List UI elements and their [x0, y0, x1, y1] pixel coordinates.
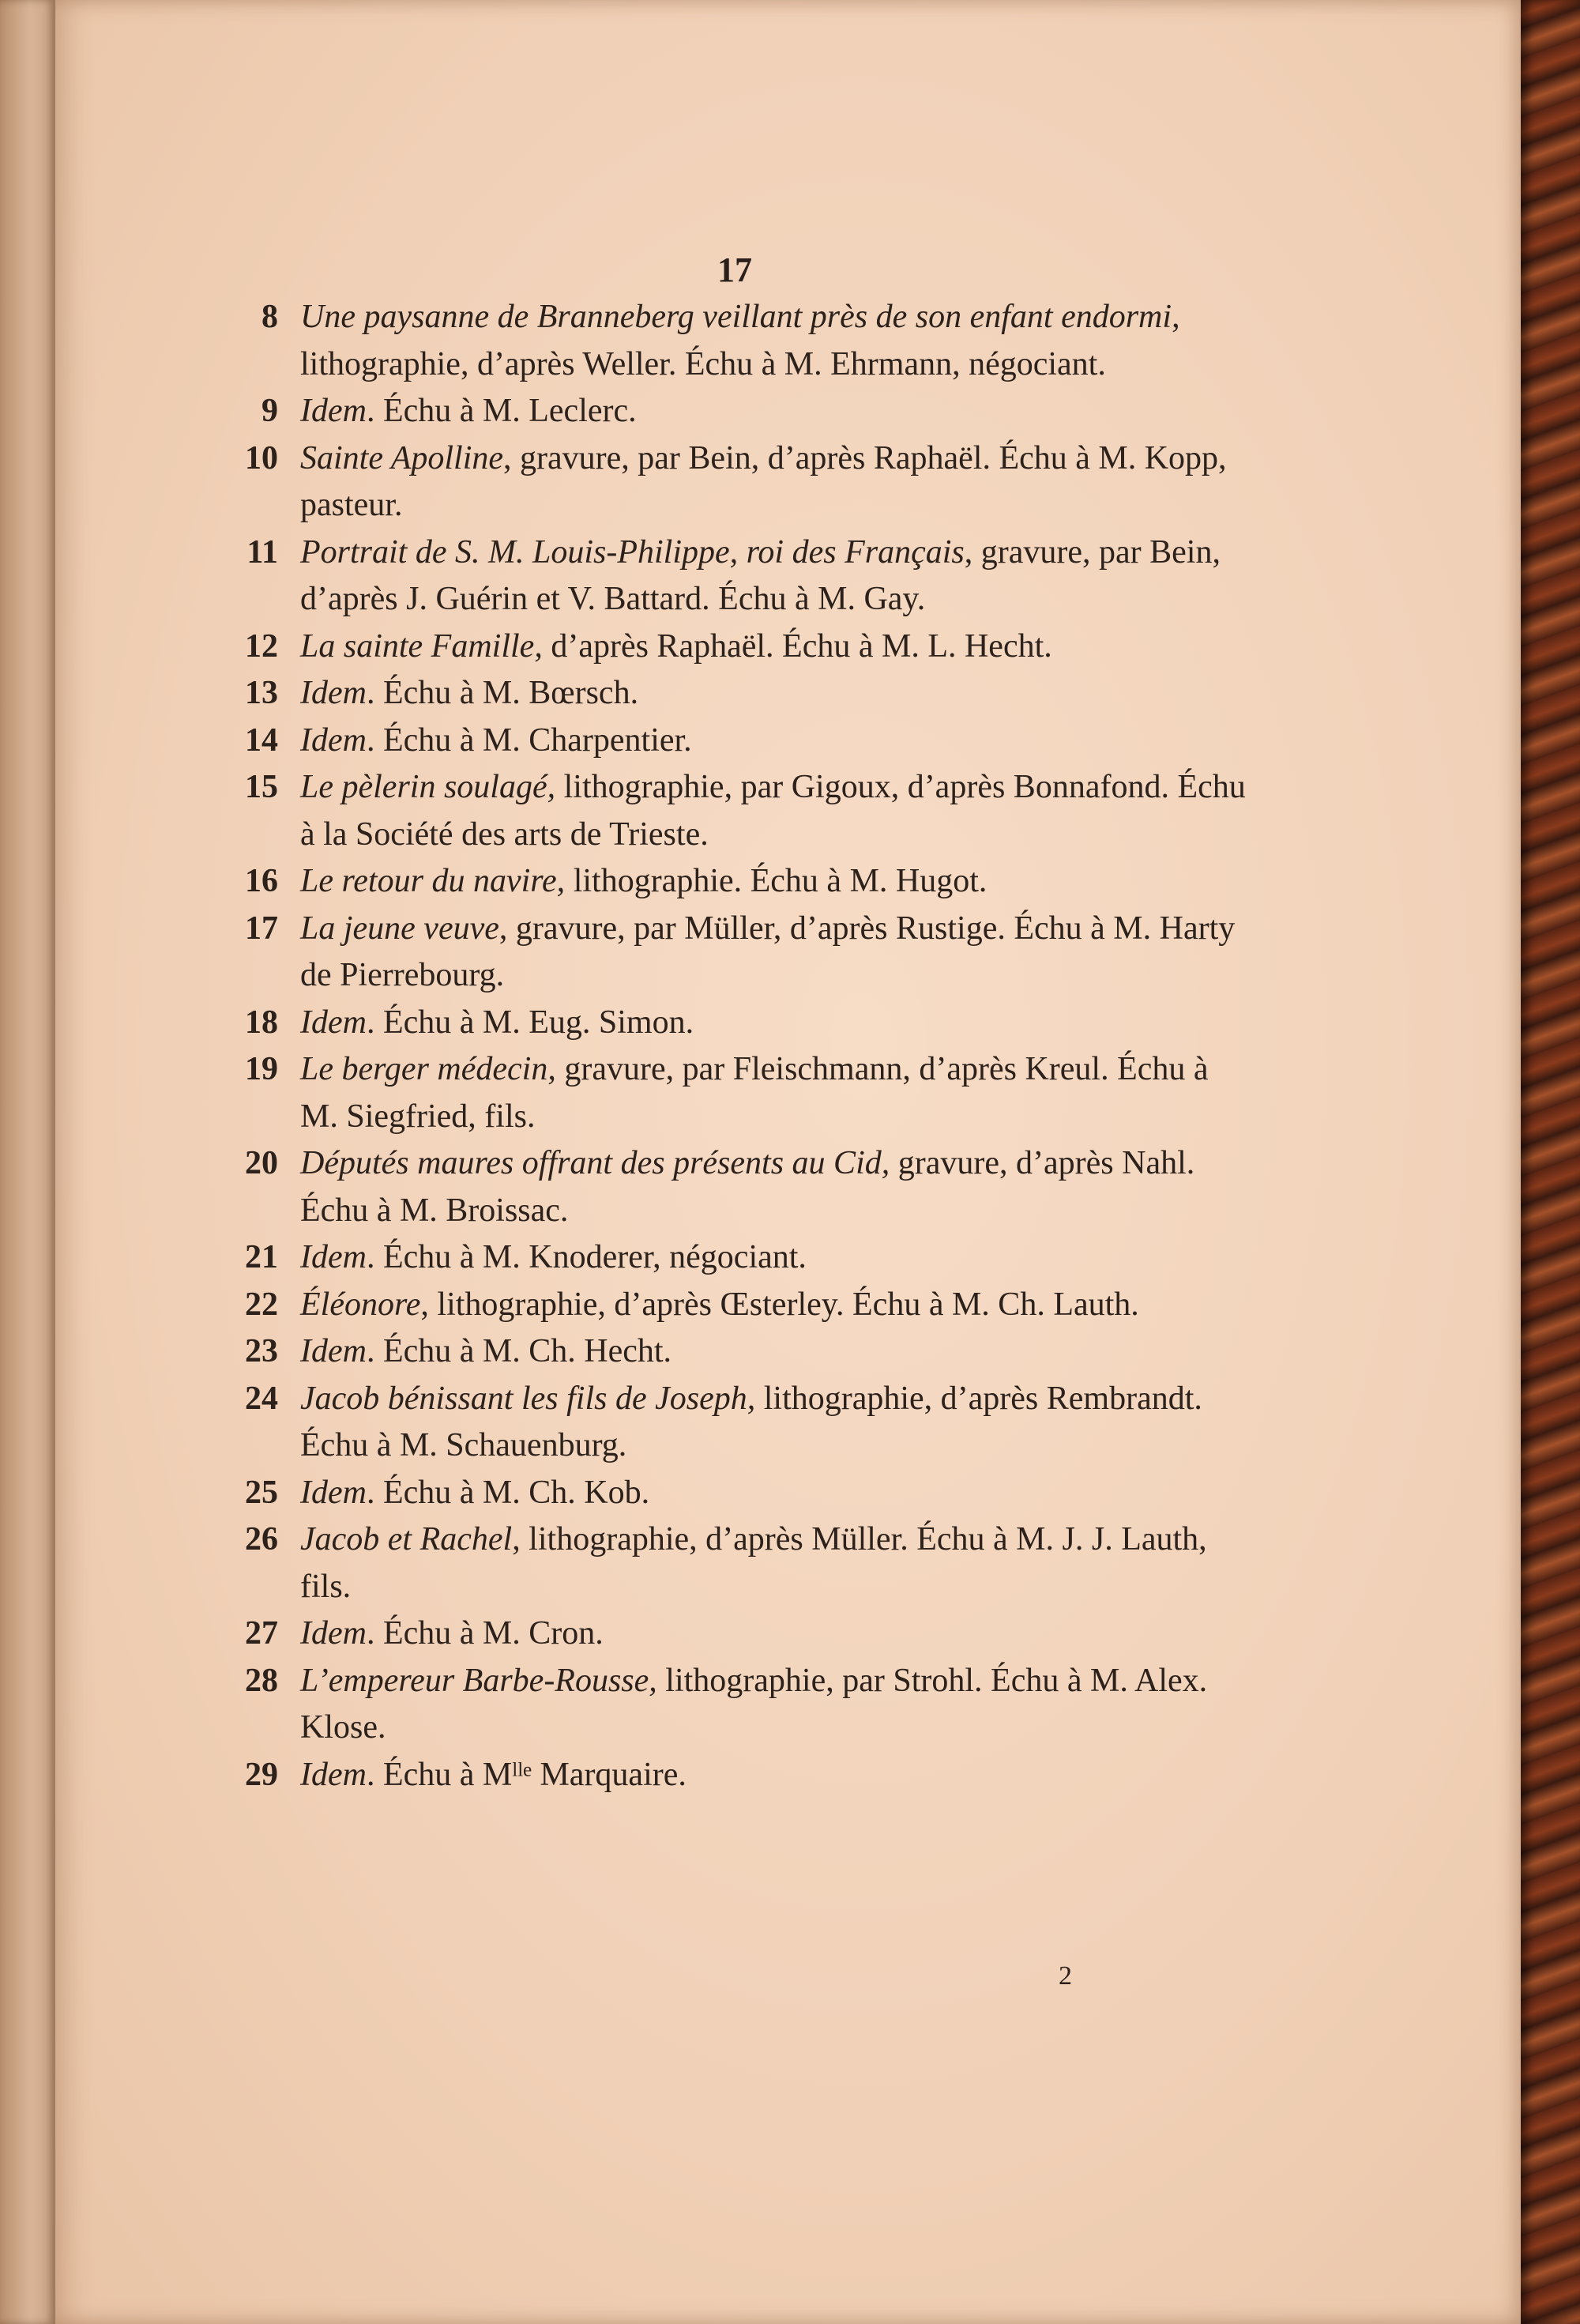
- entry-number: 14: [245, 721, 278, 759]
- entry-title: Idem: [300, 675, 367, 711]
- previous-page-edge: [0, 0, 55, 2324]
- entry-title: Idem: [300, 1756, 367, 1793]
- entry-text: . Échu à M. Knoderer, négociant.: [366, 1239, 807, 1275]
- entry-number: 21: [245, 1239, 278, 1275]
- book-binding: [1521, 0, 1580, 2324]
- entry-text: gravure, par Fleischmann, d’après Kreul. Échu à M. Siegfried, fils.: [300, 1051, 1209, 1135]
- entry-title: Le retour du navire,: [300, 863, 566, 899]
- entry-title: Le pèlerin soulagé,: [300, 769, 556, 805]
- entry-text: . Échu à M. Eug. Simon.: [366, 1004, 694, 1041]
- list-item: [229, 294, 1248, 388]
- entry-title: La sainte Famille,: [300, 627, 543, 665]
- list-item: [229, 1000, 1248, 1047]
- entry-number: 8: [261, 299, 278, 335]
- entry-number: 19: [245, 1051, 278, 1087]
- entry-text: lithographie, d’après Rembrandt. Échu à M. Schauenburg.: [300, 1380, 1202, 1463]
- entry-text: , lithographie, d’après Weller. Échu à M. Ehrmann, négociant.: [300, 299, 1180, 382]
- entry-title: Idem: [300, 393, 367, 429]
- entry-number: 12: [245, 627, 278, 665]
- entry-number: 18: [245, 1004, 278, 1041]
- list-item: [229, 529, 1248, 623]
- entry-text: lithographie. Échu à M. Hugot.: [565, 863, 988, 899]
- list-item: [229, 1234, 1248, 1282]
- entry-title: Éléonore: [300, 1286, 421, 1323]
- entry-number: 20: [245, 1145, 278, 1181]
- entry-number: 11: [246, 533, 278, 571]
- list-item: [229, 1282, 1248, 1329]
- list-item: [229, 718, 1248, 765]
- list-item: [229, 1610, 1248, 1658]
- entry-number: 24: [245, 1380, 278, 1417]
- entry-text: . Échu à M. Cron.: [366, 1615, 604, 1652]
- entry-title: Idem: [300, 721, 367, 759]
- entry-title: Sainte Apolline: [300, 439, 504, 476]
- entry-text: . Échu à M. Bœrsch.: [366, 675, 639, 711]
- entry-title: Idem: [300, 1239, 367, 1275]
- list-item: [229, 1516, 1248, 1610]
- entry-number: 9: [261, 393, 278, 429]
- list-item: [229, 1752, 1248, 1799]
- list-item: [229, 1328, 1248, 1376]
- entry-number: 13: [245, 675, 278, 711]
- entry-number: 15: [245, 769, 278, 805]
- entry-number: 16: [245, 863, 278, 899]
- entry-text: . Échu à M. Charpentier.: [366, 721, 692, 759]
- signature-mark: 2: [1059, 1961, 1072, 1991]
- entry-number: 28: [245, 1662, 278, 1699]
- entry-title: Jacob et Rachel: [300, 1521, 513, 1557]
- list-item: [229, 623, 1248, 671]
- entry-text: . Échu à Mˡˡᵉ Marquaire.: [366, 1756, 687, 1793]
- page-number: 17: [717, 250, 752, 289]
- list-item: [229, 1658, 1248, 1752]
- entry-text: , lithographie, d’après Müller. Échu à M. J. J. Lauth, fils.: [300, 1521, 1207, 1605]
- entry-number: 10: [245, 439, 278, 476]
- entry-title: Idem: [300, 1474, 367, 1511]
- entry-text: lithographie, par Strohl. Échu à M. Alex. Klose.: [300, 1662, 1208, 1746]
- entry-title: Une paysanne de Branneberg veillant près de son enfant endormi: [300, 299, 1172, 335]
- entry-text: . Échu à M. Ch. Hecht.: [366, 1333, 672, 1369]
- entry-text: . Échu à M. Leclerc.: [366, 393, 637, 429]
- entry-number: 17: [245, 910, 278, 947]
- entry-list: [229, 294, 1248, 1799]
- entry-number: 26: [245, 1521, 278, 1557]
- entry-text: d’après Raphaël. Échu à M. L. Hecht.: [542, 627, 1052, 665]
- entry-title: L’empereur Barbe-Rousse,: [300, 1662, 657, 1699]
- entry-number: 27: [245, 1615, 278, 1652]
- list-item: [229, 1470, 1248, 1517]
- list-item: [229, 764, 1248, 858]
- list-item: [229, 1046, 1248, 1140]
- list-item: [229, 435, 1248, 529]
- entry-text: , gravure, par Bein, d’après J. Guérin et V. Battard. Échu à M. Gay.: [300, 533, 1221, 617]
- entry-text: , gravure, par Müller, d’après Rustige. Échu à M. Harty de Pierrebourg.: [300, 910, 1236, 993]
- entry-number: 25: [245, 1474, 278, 1511]
- entry-title: La jeune veuve: [300, 910, 499, 947]
- list-item: [229, 858, 1248, 906]
- entry-title: Députés maures offrant des présents au Cid,: [300, 1145, 890, 1181]
- entry-number: 23: [245, 1333, 278, 1369]
- entry-title: Le berger médecin,: [300, 1051, 556, 1087]
- entry-text: , gravure, par Bein, d’après Raphaël. Échu à M. Kopp, pasteur.: [300, 439, 1227, 523]
- list-item: [229, 388, 1248, 435]
- entry-text: gravure, d’après Nahl. Échu à M. Broissac.: [300, 1145, 1195, 1229]
- entry-text: . Échu à M. Ch. Kob.: [366, 1474, 650, 1511]
- list-item: [229, 1140, 1248, 1234]
- entry-title: Portrait de S. M. Louis-Philippe, roi des Français: [300, 533, 965, 571]
- entry-title: Jacob bénissant les fils de Joseph,: [300, 1380, 756, 1417]
- entry-text: , lithographie, d’après Œsterley. Échu à M. Ch. Lauth.: [420, 1286, 1139, 1323]
- entry-text: lithographie, par Gigoux, d’après Bonnafond. Échu à la Société des arts de Trieste.: [300, 769, 1246, 853]
- list-item: [229, 670, 1248, 718]
- entry-title: Idem: [300, 1004, 367, 1041]
- entry-number: 29: [245, 1756, 278, 1793]
- list-item: [229, 1376, 1248, 1470]
- list-item: [229, 906, 1248, 1000]
- entry-title: Idem: [300, 1333, 367, 1369]
- entry-title: Idem: [300, 1615, 367, 1652]
- entry-number: 22: [245, 1286, 278, 1323]
